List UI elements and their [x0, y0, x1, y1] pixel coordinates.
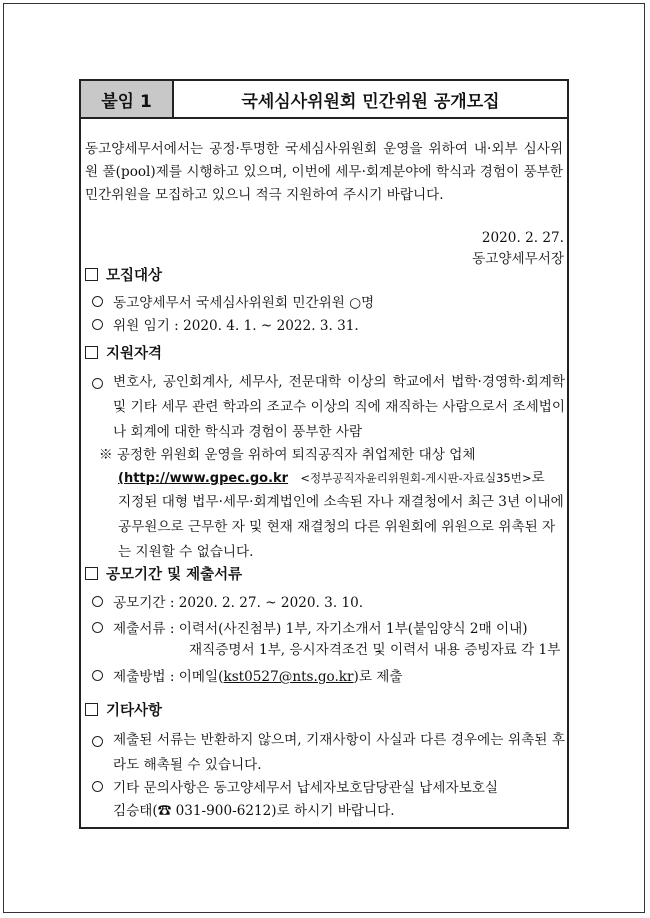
note-suffix: 로 [531, 470, 545, 486]
recruit-term: 위원 임기 : 2020. 4. 1. ~ 2022. 3. 31. [113, 318, 359, 334]
note-mark: ※ [99, 447, 113, 463]
etc-item-1: 제출된 서류는 반환하지 않으며, 기재사항이 사실과 다른 경우에는 위촉된 후라도 해촉될 수 있습니다. [113, 732, 565, 773]
board-reference: <정부공직자윤리위원회-게시판-자료실35번> [300, 471, 532, 485]
etc-item-2 [92, 779, 498, 798]
document-header [79, 79, 569, 119]
recruit-item-1 [92, 294, 374, 313]
checkbox-square-icon [85, 567, 98, 580]
section-title: 지원자격 [106, 346, 163, 362]
bullet-circle-icon [92, 319, 103, 330]
checkbox-square-icon [85, 703, 98, 716]
bullet-circle-icon [92, 670, 103, 681]
section-title: 모집대상 [106, 268, 163, 284]
method-item [92, 668, 403, 687]
docs-item [92, 620, 528, 639]
document-title: 국세심사위원회 민간위원 공개모집 [241, 91, 500, 112]
issuer: 동고양세무서장 [472, 251, 564, 267]
gpec-link[interactable]: (http://www.gpec.go.kr [118, 471, 289, 486]
attachment-tag: 붙임 1 [81, 81, 174, 117]
bullet-circle-icon [92, 736, 103, 747]
bullet-circle-icon [92, 781, 103, 792]
section-heading-qualification [85, 345, 162, 364]
docs-line-2: 재직증명서 1부, 응시자격조건 및 이력서 내용 증빙자료 각 1부 [189, 642, 561, 658]
checkbox-square-icon [85, 346, 98, 359]
etc-item-2-line-1: 기타 문의사항은 동고양세무서 납세자보호담당관실 납세자보호실 [113, 780, 498, 796]
note-line-2 [118, 469, 545, 488]
note-text: 공정한 위원회 운영을 위하여 퇴직공직자 취업제한 대상 업체 [116, 447, 476, 463]
checkbox-square-icon [85, 268, 98, 281]
recruit-item-2 [92, 317, 359, 336]
section-title: 기타사항 [106, 703, 163, 719]
bullet-circle-icon [92, 296, 103, 307]
notice-date: 2020. 2. 27. [481, 230, 564, 246]
note-rest: 지정된 대형 법무·세무·회계법인에 소속된 자나 재결청에서 최근 3년 이내에 공무원으로 근무한 자 및 현재 재결청의 다른 위원회에 위원으로 위촉된 자는 지원할 수 없습니다. [118, 494, 564, 560]
section-heading-etc [85, 702, 162, 721]
method-prefix: 제출방법 : 이메일( [113, 669, 224, 685]
qualification-text: 변호사, 공인회계사, 세무사, 전문대학 이상의 학교에서 법학·경영학·회계학 및 기타 세무 관련 학과의 조교수 이상의 직에 재직하는 사람으로서 조세법이나 회계에 대한 학식과 경험이 풍부한 사람 [113, 374, 565, 440]
section-heading-recruit [85, 267, 162, 286]
section-heading-period [85, 566, 242, 585]
note-line-1 [99, 446, 475, 465]
etc-item-2-line-2: 김승태(☎ 031-900-6212)로 하시기 바랍니다. [113, 803, 395, 819]
bullet-circle-icon [92, 622, 103, 633]
period-text: 공모기간 : 2020. 2. 27. ~ 2020. 3. 10. [113, 595, 364, 611]
intro-paragraph: 동고양세무서에서는 공정·투명한 국세심사위원회 운영을 위하여 내·외부 심사위원 풀(pool)제를 시행하고 있으며, 이번에 세무·회계분야에 학식과 경험이 풍부한 민간위원을 모집하고 있으니 적극 지원하여 주시기 바랍니다. [85, 141, 563, 203]
email-link[interactable]: kst0527@nts.go.kr [223, 669, 354, 685]
period-item [92, 594, 363, 613]
method-suffix: )로 제출 [353, 669, 403, 685]
recruit-target: 동고양세무서 국세심사위원회 민간위원 ○명 [113, 295, 375, 311]
docs-line-1: 제출서류 : 이력서(사진첨부) 1부, 자기소개서 1부(붙임양식 2매 이내) [113, 621, 528, 637]
bullet-circle-icon [92, 596, 103, 607]
section-title: 공모기간 및 제출서류 [106, 567, 243, 583]
bullet-circle-icon [92, 378, 103, 389]
